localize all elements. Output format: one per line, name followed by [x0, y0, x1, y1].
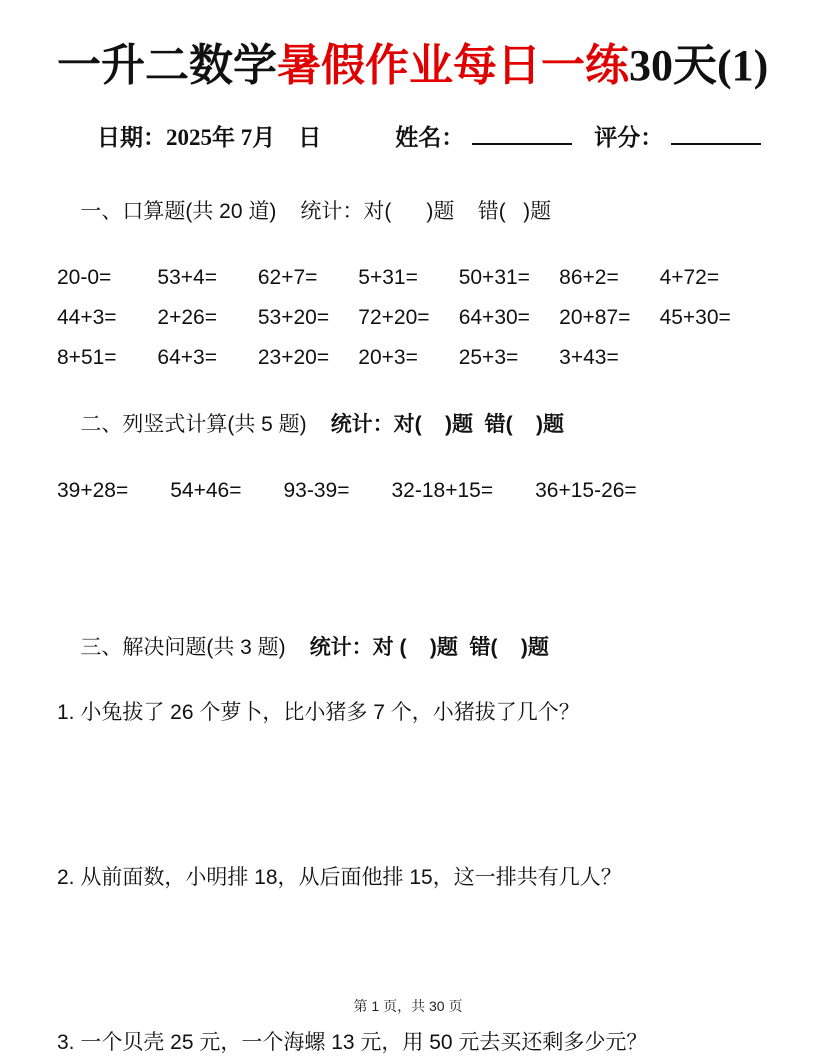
section-oral-heading — [57, 170, 760, 254]
oral-problem: 72+20= — [358, 306, 430, 330]
title-part3: 30天(1) — [629, 41, 769, 90]
name-blank-line — [472, 121, 572, 145]
oral-problem: 53+4= — [157, 266, 217, 290]
word-problem-3: 3. 一个贝壳 25 元，一个海螺 13 元，用 50 元去买还剩多少元？ — [57, 1031, 648, 1055]
oral-problem: 20+87= — [559, 306, 631, 330]
score-blank-line — [671, 121, 761, 145]
oral-problem: 20+3= — [358, 346, 418, 370]
word-heading-text: 三、解决问题(共 3 题) — [80, 636, 286, 660]
word-problem-2: 2. 从前面数，小明排 18，从后面他排 15，这一排共有几人？ — [57, 866, 622, 890]
page-footer: 第 1 页，共 30 页 — [353, 998, 463, 1014]
name-field — [395, 119, 572, 152]
oral-heading-text: 一、口算题(共 20 道) — [80, 200, 277, 224]
vertical-problem: 93-39= — [283, 479, 350, 503]
oral-problem: 45+30= — [659, 306, 731, 330]
oral-problem: 8+51= — [57, 346, 117, 370]
oral-problem: 23+20= — [257, 346, 330, 370]
oral-problem: 62+7= — [257, 266, 318, 290]
title-highlight: 暑假作业每日一练 — [277, 41, 629, 90]
oral-problem: 50+31= — [458, 266, 530, 290]
oral-problem: 25+3= — [458, 346, 519, 370]
vertical-stats-text: 统计：对( )题 错( )题 — [330, 413, 565, 437]
oral-problem: 4+72= — [659, 266, 720, 290]
word-problem-1: 1. 小兔拔了 26 个萝卜，比小猪多 7 个，小猪拔了几个？ — [57, 701, 580, 725]
meta-row — [57, 119, 760, 152]
vertical-problem: 36+15-26= — [535, 479, 637, 503]
section-vertical-heading — [57, 383, 760, 467]
section-word-heading — [57, 606, 760, 690]
oral-problem: 20-0= — [57, 266, 112, 290]
score-field — [594, 119, 761, 152]
name-label: 姓名： — [395, 125, 465, 151]
oral-problem: 64+3= — [157, 346, 217, 370]
vertical-problem: 32-18+15= — [391, 479, 494, 503]
page-title — [57, 36, 769, 95]
date-field: 日期：2025年 7月 日 — [97, 125, 322, 151]
oral-problem: 3+43= — [559, 346, 619, 370]
title-part1: 一升二数学 — [57, 41, 277, 90]
oral-problem: 53+20= — [257, 306, 330, 330]
vertical-problem: 39+28= — [57, 479, 129, 503]
oral-stats-text: 统计：对( )题 错( )题 — [300, 200, 552, 224]
word-stats-text: 统计：对 ( )题 错( )题 — [309, 636, 549, 660]
score-label: 评分： — [594, 125, 664, 151]
vertical-problems-row — [57, 478, 760, 504]
vertical-heading-text: 二、列竖式计算(共 5 题) — [80, 413, 307, 437]
oral-problems-grid — [57, 265, 760, 371]
oral-problem: 86+2= — [559, 266, 619, 290]
working-space — [57, 504, 760, 606]
oral-problem: 2+26= — [157, 306, 217, 330]
oral-problem: 44+3= — [57, 306, 117, 330]
oral-problem: 5+31= — [358, 266, 418, 290]
vertical-problem: 54+46= — [170, 479, 242, 503]
oral-problem: 64+30= — [458, 306, 530, 330]
